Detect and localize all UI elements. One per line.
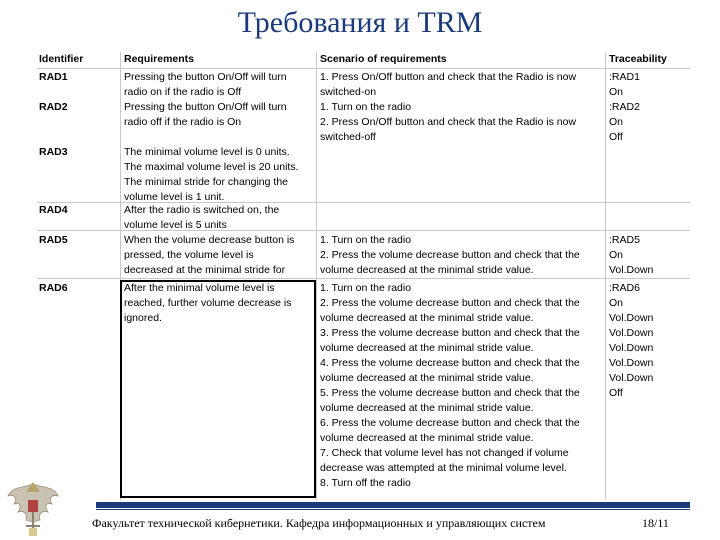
footer-text: Факультет технической кибернетики. Кафедра информационных и управляющих систем — [92, 516, 546, 530]
traceability-text: :RAD6 On Vol.Down Vol.Down Vol.Down Vol.Down Vol.Down Off — [609, 282, 654, 399]
header-traceability: Traceability — [609, 53, 667, 65]
footer-rule-thin — [96, 509, 690, 510]
footer-rule — [96, 502, 690, 508]
slide-title: Требования и TRM — [237, 6, 483, 39]
requirements-table — [37, 52, 690, 500]
traceability-text: :RAD1 On — [609, 71, 640, 98]
row-separator — [37, 278, 690, 279]
header-scenario: Scenario of requirements — [320, 53, 447, 65]
column-separator — [316, 52, 317, 500]
header-requirements: Requirements — [124, 53, 195, 65]
scenario-text: 1. Turn on the radio 2. Press the volume decrease button and check that the volume decreased at the minimal stride value. — [320, 234, 580, 276]
row-id: RAD6 — [39, 282, 68, 294]
column-separator — [605, 52, 606, 500]
requirement-text: Pressing the button On/Off will turn radio off if the radio is On — [124, 101, 287, 128]
row-id: RAD4 — [39, 204, 68, 216]
requirement-text[interactable]: After the minimal volume level is reached, further volume decrease is ignored. — [124, 282, 292, 324]
requirement-text: The minimal volume level is 0 units. The maximal volume level is 20 units. The minimal stride for changing the volume level is 1 unit. — [124, 146, 299, 203]
header-separator — [37, 68, 690, 69]
requirement-text: Pressing the button On/Off will turn radio on if the radio is Off — [124, 71, 287, 98]
row-id: RAD3 — [39, 146, 68, 158]
requirement-text: After the radio is switched on, the volume level is 5 units — [124, 204, 280, 231]
scenario-text: 1. Press On/Off button and check that the Radio is now switched-on — [320, 71, 577, 98]
traceability-text: :RAD2 On Off — [609, 101, 640, 143]
traceability-text: :RAD5 On Vol.Down — [609, 234, 654, 276]
scenario-text: 1. Turn on the radio 2. Press the volume decrease button and check that the volume decreased at the minimal stride value. 3. Press the volume decrease button and check that the volume decreased at the minimal stride value. 4. Press the volume decrease button and check that the volume decreased at the minimal stride value. 5. Press the volume decrease button and check that the volume decreased at the minimal stride value. 6. Press the volume decrease button and check that the volume decreased at the minimal stride value. 7. Check that volume level has not changed if volume decrease was attempted at the minimal volume level. 8. Turn off the radio — [320, 282, 580, 489]
coat-of-arms-icon — [4, 478, 62, 538]
page-number: 18/11 — [642, 516, 669, 530]
row-id: RAD1 — [39, 71, 68, 83]
row-id: RAD2 — [39, 101, 68, 113]
header-identifier: Identifier — [39, 53, 84, 65]
row-id: RAD5 — [39, 234, 68, 246]
scenario-text: 1. Turn on the radio 2. Press On/Off button and check that the Radio is now switched-off — [320, 101, 577, 143]
requirement-text: When the volume decrease button is pressed, the volume level is decreased at the minimal stride for — [124, 234, 295, 276]
